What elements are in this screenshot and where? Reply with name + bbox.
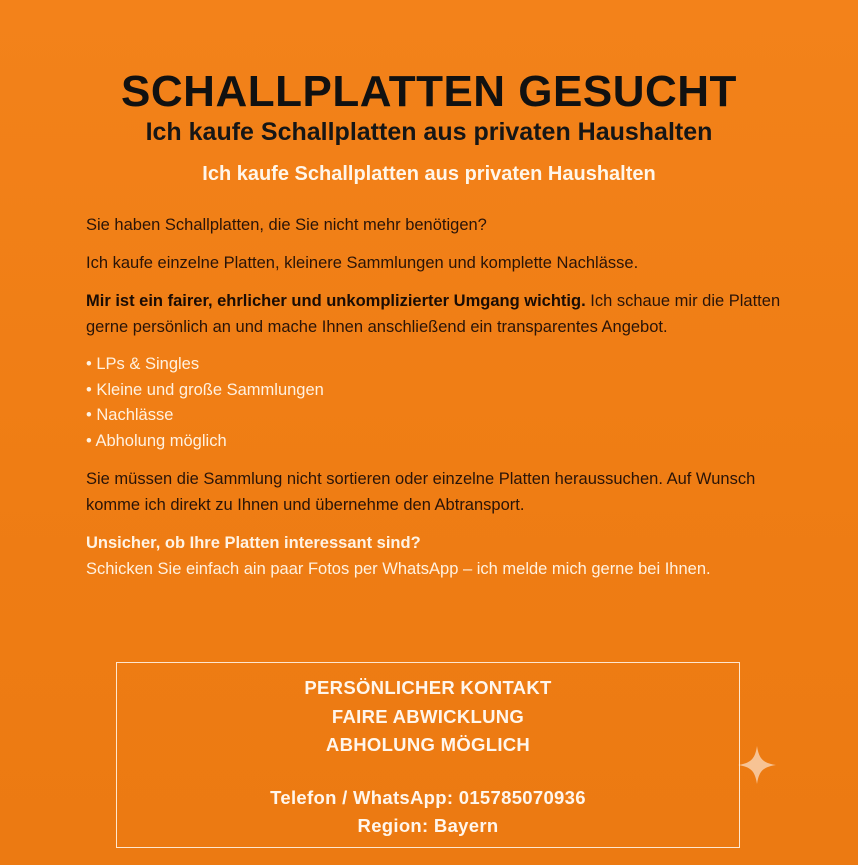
subtitle-dark: Ich kaufe Schallplatten aus privaten Haushalten	[145, 118, 713, 146]
page-title: SCHALLPLATTEN GESUCHT	[121, 67, 737, 116]
question-heading: Unsicher, ob Ihre Platten interessant sind?	[86, 534, 421, 552]
contact-line-pickup: ABHOLUNG MÖGLICH	[325, 734, 531, 755]
sparkle-icon	[736, 744, 778, 786]
feature-list	[86, 352, 786, 454]
intro-question: Sie haben Schallplatten, die Sie nicht mehr benötigen?	[86, 216, 487, 234]
list-item: • Nachlässe	[86, 406, 174, 424]
approach-paragraph	[86, 288, 786, 340]
subtitle-light: Ich kaufe Schallplatten aus privaten Haushalten	[202, 163, 656, 185]
approach-bold: Mir ist ein fairer, ehrlicher und unkomplizierter Umgang wichtig.	[86, 292, 586, 310]
list-item: • Kleine und große Sammlungen	[86, 380, 324, 399]
list-item: • LPs & Singles	[86, 355, 200, 373]
contact-phone[interactable]: Telefon / WhatsApp: 015785070936	[270, 786, 586, 808]
contact-region: Region: Bayern	[357, 815, 499, 836]
question-text: Schicken Sie einfach ain paar Fotos per WhatsApp – ich melde mich gerne bei Ihnen.	[86, 560, 711, 578]
body-text	[86, 212, 786, 582]
service-paragraph: Sie müssen die Sammlung nicht sortieren oder einzelne Platten heraussuchen. Auf Wunsch komme ich direkt zu Ihnen und übernehme den Abtransport.	[86, 470, 756, 514]
contact-line-personal: PERSÖNLICHER KONTAKT	[304, 677, 552, 698]
list-item: • Abholung möglich	[86, 431, 227, 450]
contact-box	[116, 662, 740, 848]
intro-offer: Ich kaufe einzelne Platten, kleinere Sammlungen und komplette Nachlässe.	[86, 254, 639, 272]
contact-line-fair: FAIRE ABWICKLUNG	[331, 705, 525, 727]
approach-text: Ich schaue mir die Platten gerne persönlich an und mache Ihnen anschließend ein transparentes Angebot.	[86, 292, 781, 336]
